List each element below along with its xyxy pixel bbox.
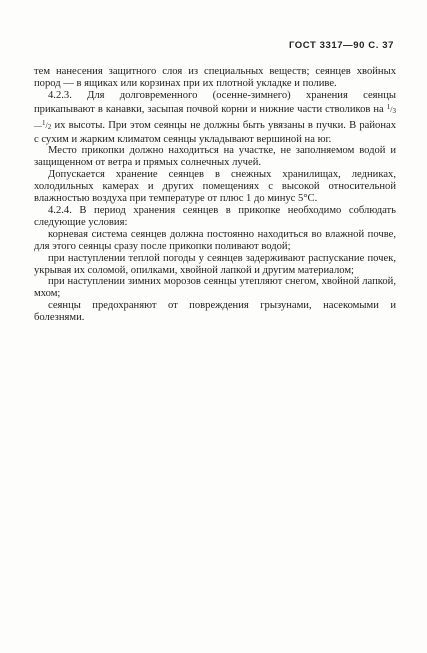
- paragraph: сеянцы предохраняют от повреждения грызунами, насекомыми и болезнями.: [34, 300, 396, 324]
- page-header: ГОСТ 3317—90 С. 37: [288, 40, 394, 51]
- paragraph: Допускается хранение сеянцев в снежных хранилищах, ледниках, холодильных камерах и других помещениях с высокой относительной влажностью воздуха при температуре от плюс 1 до минус 5°С.: [34, 169, 396, 205]
- paragraph: при наступлении теплой погоды у сеянцев задерживают распускание почек, укрывая их соломой, опилками, хвойной лапкой и другим материалом;: [34, 252, 396, 276]
- paragraph: тем нанесения защитного слоя из специальных веществ; сеянцев хвойных пород — в ящиках или корзинах при их плотной укладке и поливе.: [34, 66, 396, 89]
- paragraph-text: их высоты. При этом сеянцы не должны быть увязаны в пучки. В районах с сухим и жарким климатом сеянцы укладывают вершиной на юг.: [34, 119, 396, 145]
- paragraph-text: 4.2.3. Для долговременного (осенне-зимнего) хранения сеянцы прикапывают в канавки, засыпая почвой корни и нижние части стволиков на: [34, 89, 396, 115]
- paragraph: при наступлении зимних морозов сеянцы утепляют снегом, хвойной лапкой, мхом;: [34, 276, 396, 300]
- paragraph: Место прикопки должно находиться на участке, не заполняемом водой и защищенном от ветра и прямых солнечных лучей.: [34, 145, 396, 169]
- paragraph-4-2-4: 4.2.4. В период хранения сеянцев в прикопке необходимо соблюдать следующие условия:: [34, 204, 396, 228]
- paragraph-4-2-3: [34, 90, 396, 146]
- fraction-one-third-half: $^1/_3—^1/_2$: [34, 102, 396, 131]
- body-text: [34, 66, 396, 324]
- paragraph: корневая система сеянцев должна постоянно находиться во влажной почве, для этого сеянцы сразу после прикопки поливают водой;: [34, 228, 396, 252]
